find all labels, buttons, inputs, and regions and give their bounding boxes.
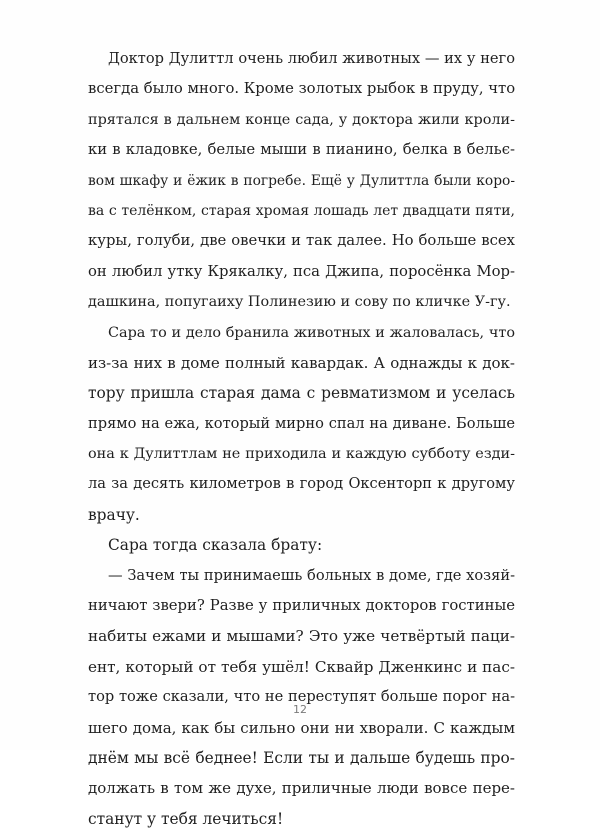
- text-line: — Зачем ты принимаешь больных в доме, где хозяй-: [108, 566, 515, 584]
- text-line: она к Дулиттлам не приходила и каждую субботу езди-: [88, 446, 515, 463]
- text-line: набиты ежами и мышами? Это уже четвёртый паци-: [88, 627, 515, 646]
- text-line: Доктор Дулиттл очень любил животных — их у него: [108, 50, 515, 67]
- text-line: тору пришла старая дама с ревматизмом и уселась: [88, 384, 515, 403]
- text-line: ничают звери? Разве у приличных докторов гостиные: [88, 597, 515, 615]
- text-line: днём мы всё беднее! Если ты и дальше будешь про-: [88, 748, 515, 767]
- text-line: станут у тебя лечиться!: [88, 809, 284, 828]
- text-line: из-за них в доме полный кавардак. А однажды к док-: [88, 353, 515, 372]
- text-line: вом шкафу и ёжик в погребе. Ещё у Дулиттла были коро-: [88, 172, 515, 189]
- text-line: ент, который от тебя ушёл! Сквайр Дженкинс и пас-: [88, 657, 515, 676]
- text-line: ла за десять километров в город Оксенторп к другому: [88, 475, 515, 493]
- text-line: дашкина, попугаиху Полинезию и сову по кличке У-гу.: [88, 294, 511, 311]
- text-line: он любил утку Крякалку, пса Джипа, поросёнка Мор-: [88, 262, 515, 280]
- text-line: Сара то и дело бранила животных и жаловалась, что: [108, 324, 515, 341]
- text-line: всегда было много. Кроме золотых рыбок в пруду, что: [88, 80, 515, 98]
- text-line: прятался в дальнем конце сада, у доктора жили кроли-: [88, 111, 515, 128]
- text-line: шего дома, как бы сильно они ни хворали. С каждым: [88, 718, 515, 737]
- text-line: ва с телёнком, старая хромая лошадь лет двадцати пяти,: [88, 202, 515, 219]
- text-line: Сара тогда сказала брату:: [108, 536, 323, 555]
- page-number: 12: [293, 703, 307, 716]
- text-line: врачу.: [88, 505, 140, 524]
- text-line: прямо на ежа, который мирно спал на диване. Больше: [88, 414, 515, 432]
- text-line: должать в том же духе, приличные люди вовсе пере-: [88, 779, 515, 798]
- text-line: тор тоже сказали, что не переступят больше порог на-: [88, 688, 515, 706]
- text-line: ки в кладовке, белые мыши в пианино, белка в бельє-: [88, 141, 515, 159]
- text-line: куры, голуби, две овечки и так далее. Но больше всех: [88, 232, 515, 250]
